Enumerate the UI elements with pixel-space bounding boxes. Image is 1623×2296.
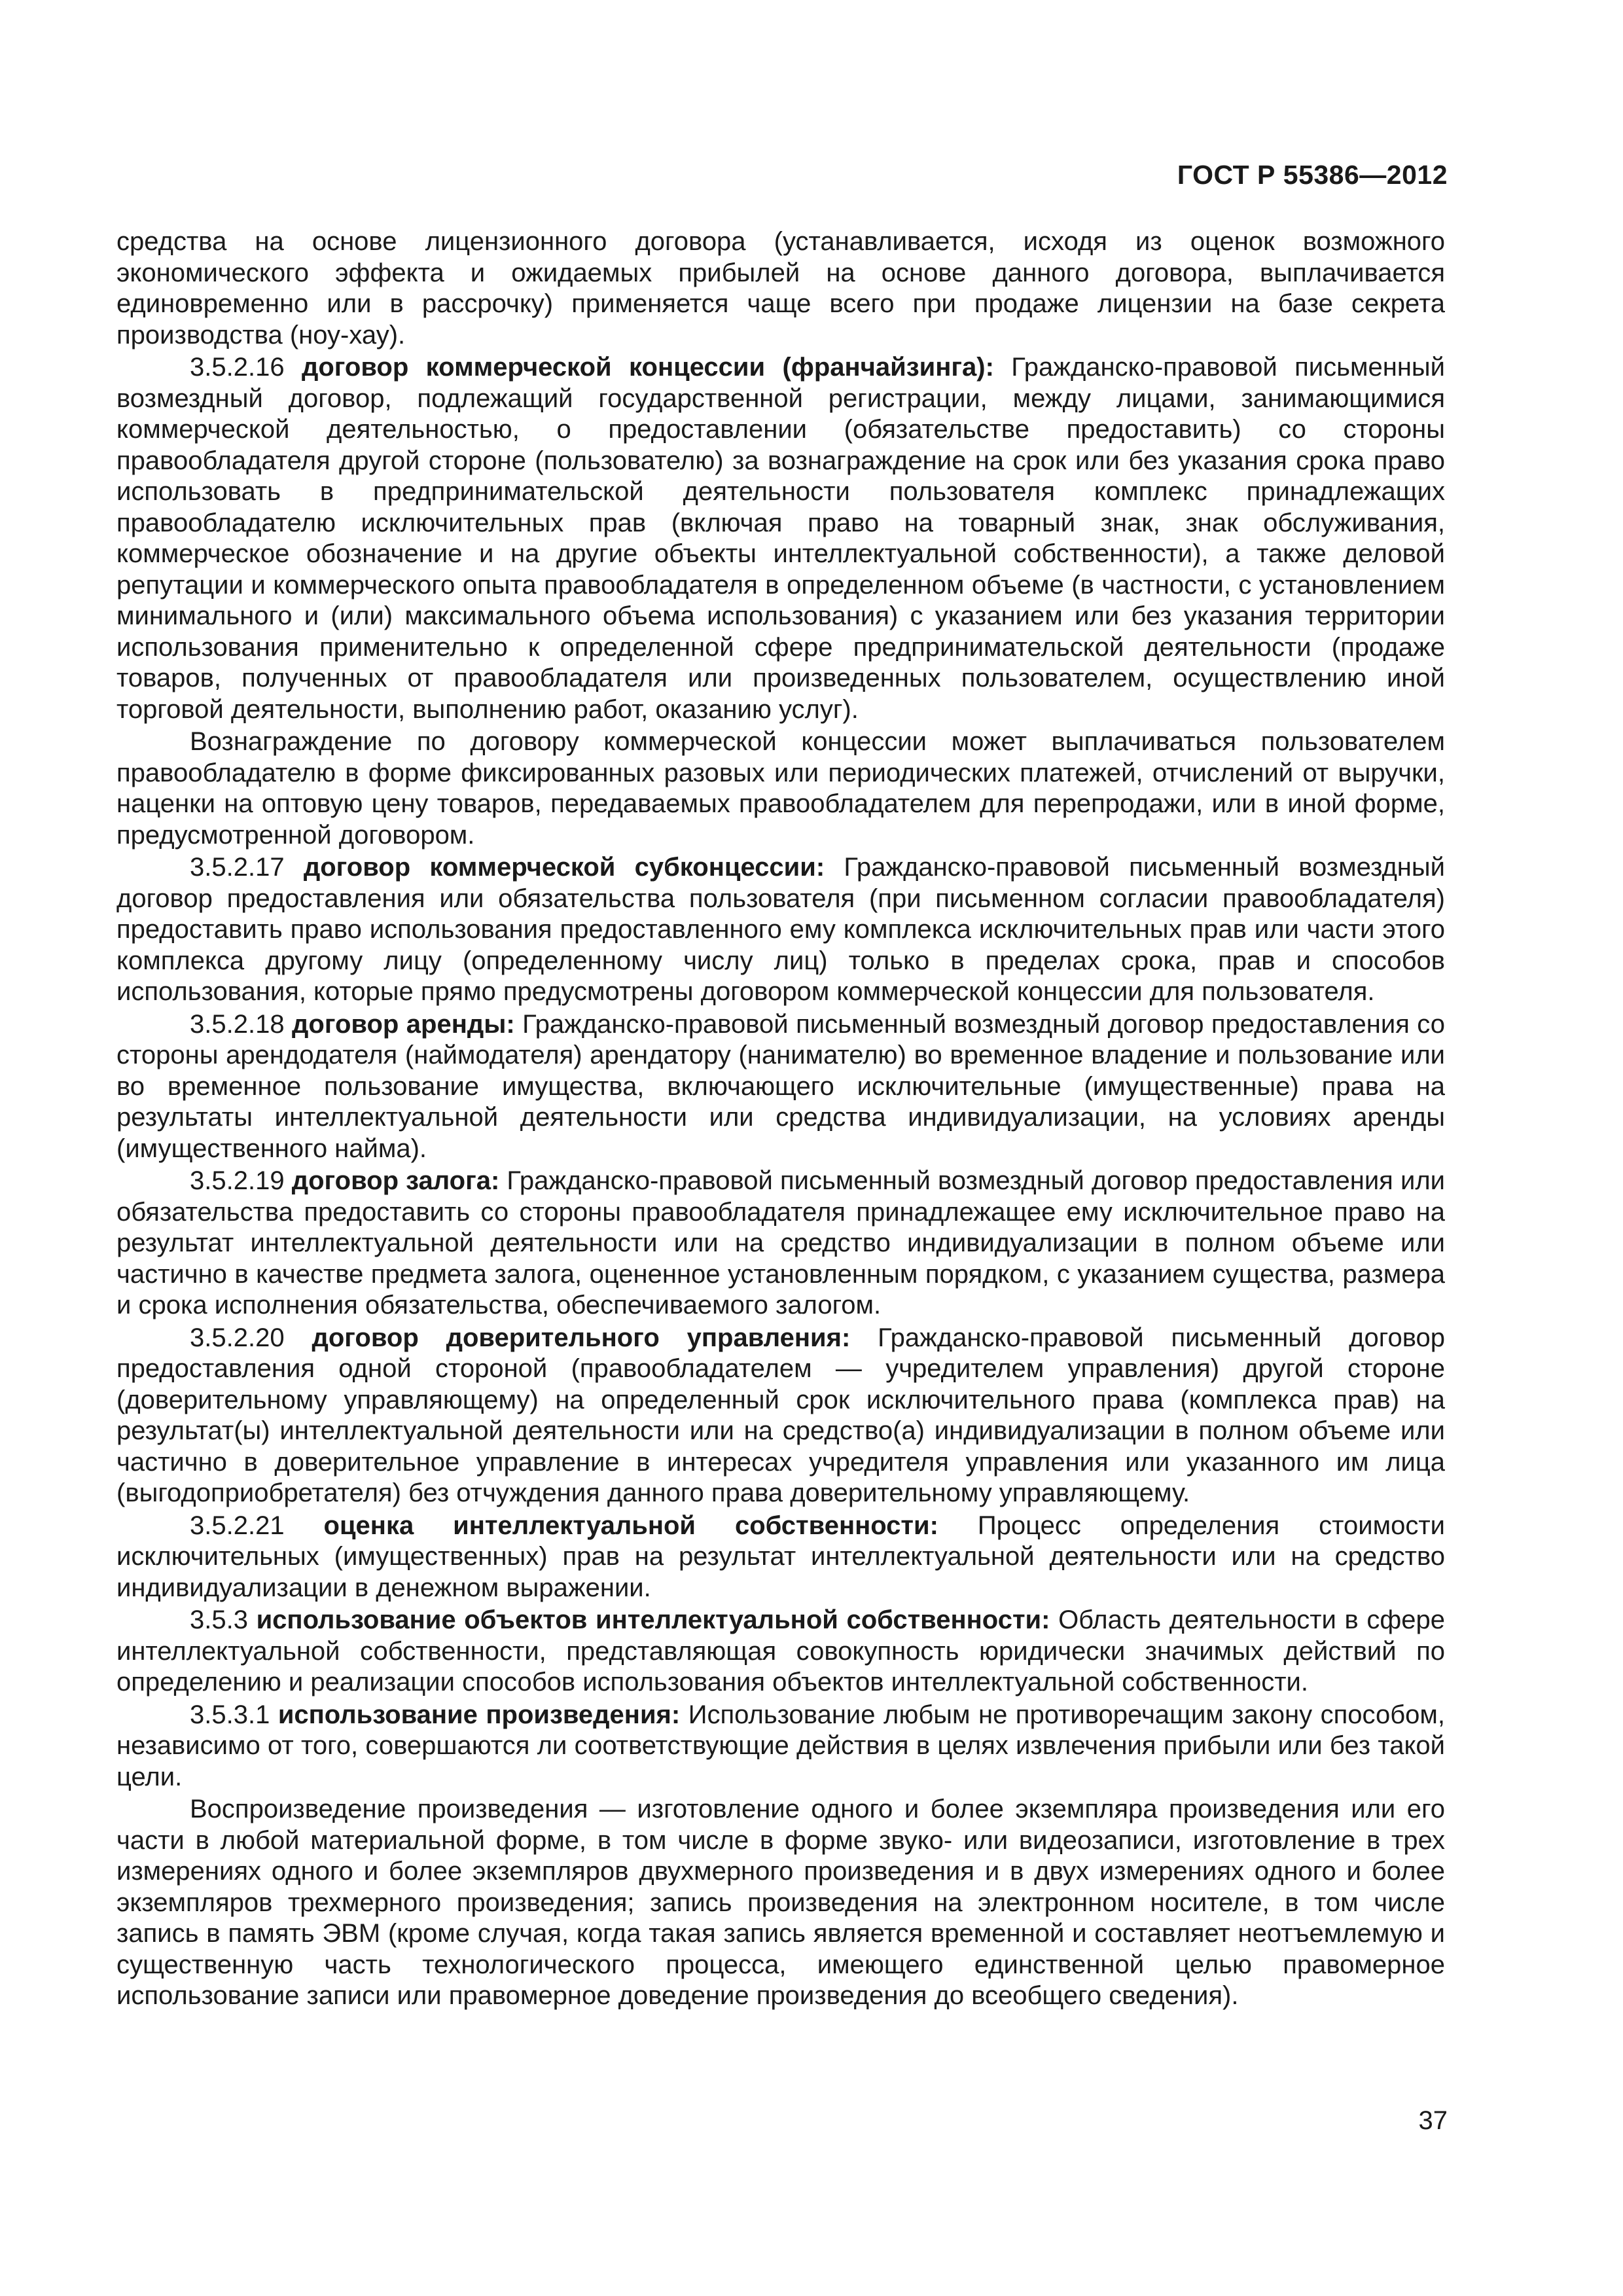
clause-number: 3.5.2.18: [190, 1009, 293, 1039]
page-number: 37: [1418, 2106, 1448, 2135]
clause-number: 3.5.2.20: [190, 1323, 312, 1352]
paragraph: [116, 1700, 1445, 1793]
clause-number: 3.5.2.21: [190, 1511, 324, 1540]
paragraph: [116, 1009, 1445, 1165]
clause-number: 3.5.2.19: [190, 1166, 292, 1195]
paragraph-text: Гражданско-правовой письменный договор предоставления одной стороной (правообладателем — учредителем управления) другой стороне (доверительному управляющему) на определенный срок исключительного права (комплекса прав) на результат(ы) интеллектуальной деятельности или на средство(а) индивидуализации в полном объеме или частично в доверительное управление в интересах учредителя управления или указанного им лица (выгодоприобретателя) без отчуждения данного права доверительному управляющему.: [116, 1323, 1446, 1507]
clause-number: 3.5.2.17: [190, 853, 304, 882]
paragraph: [116, 352, 1445, 725]
document-body: [116, 226, 1445, 2013]
paragraph-text: Гражданско-правовой письменный возмездный договор, подлежащий государственной регистрации, между лицами, занимающимися коммерческой деятельностью, о предоставлении (обязательстве предоставить) со стороны правообладателя другой стороне (пользователю) за вознаграждение на срок или без указания срока право использовать в предпринимательской деятельности пользователя комплекс принадлежащих правообладателю исключительных прав (включая право на товарный знак, знак обслуживания, коммерческое обозначение и на другие объекты интеллектуальной собственности), а также деловой репутации и коммерческого опыта правообладателя в определенном объеме (в частности, с установлением минимального и (или) максимального объема использования) с указанием или без указания территории использования применительно к определенной сфере предпринимательской деятельности (продаже товаров, полученных от правообладателя или произведенных пользователем, осуществлению иной торговой деятельности, выполнению работ, оказанию услуг).: [116, 353, 1445, 724]
paragraph-text: Область деятельности в сфере интеллектуальной собственности, представляющая совокупность юридически значимых действий по определению и реализации способов использования объектов интеллектуальной собственности.: [116, 1605, 1445, 1696]
paragraph: [116, 1794, 1445, 2012]
paragraph-text: Процесс определения стоимости исключительных (имущественных) прав на результат интеллектуальной деятельности или на средство индивидуализации в денежном выражении.: [116, 1511, 1446, 1602]
clause-number: 3.5.3.1: [190, 1700, 278, 1729]
defined-term: договор коммерческой концессии (франчайзинга):: [301, 353, 994, 382]
paragraph: [116, 1166, 1445, 1321]
defined-term: договор доверительного управления:: [312, 1323, 851, 1352]
paragraph-text: Воспроизведение произведения — изготовление одного и более экземпляра произведения или его части в любой материальной форме, в том числе в форме звуко- или видеозаписи, изготовление в трех измерениях одного и более экземпляров двухмерного произведения и в двух измерениях одного и более экземпляров трехмерного произведения; запись произведения на электронном носителе, в том числе запись в память ЭВМ (кроме случая, когда такая запись является временной и составляет неотъемлемую и существенную часть технологического процесса, имеющего единственной целью правомерное использование записи или правомерное доведение произведения до всеобщего сведения).: [116, 1795, 1445, 2010]
paragraph: [116, 852, 1445, 1008]
paragraph-text: Вознаграждение по договору коммерческой концессии может выплачиваться пользователем правообладателю в форме фиксированных разовых или периодических платежей, отчислений от выручки, наценки на оптовую цену товаров, передаваемых правообладателем для перепродажи, или в иной форме, предусмотренной договором.: [116, 727, 1445, 850]
paragraph-text: Гражданско-правовой письменный возмездный договор предоставления или обязательства пользователя (при письменном согласии правообладателя) предоставить право использования предоставленного ему комплекса исключительных прав или части этого комплекса другому лицу (определенному числу лиц) только в пределах срока, прав и способов использования, которые прямо предусмотрены договором коммерческой концессии для пользователя.: [116, 853, 1445, 1006]
paragraph: [116, 226, 1445, 351]
paragraph: [116, 1605, 1445, 1698]
paragraph: [116, 1323, 1445, 1509]
paragraph-text: средства на основе лицензионного договора (устанавливается, исходя из оценок возможного экономического эффекта и ожидаемых прибылей на основе данного договора, выплачивается единовременно или в рассрочку) применяется чаще всего при продаже лицензии на базе секрета производства (ноу-хау).: [116, 227, 1445, 350]
defined-term: оценка интеллектуальной собственности:: [323, 1511, 938, 1540]
paragraph-text: Гражданско-правовой письменный возмездный договор предоставления или обязательства предоставить со стороны правообладателя принадлежащее ему исключительное право на результат интеллектуальной деятельности или на средство индивидуализации в полном объеме или частично в качестве предмета залога, оцененное установленным порядком, с указанием существа, размера и срока исполнения обязательства, обеспечиваемого залогом.: [116, 1166, 1445, 1319]
paragraph-text: Использование любым не противоречащим закону способом, независимо от того, совершаются ли соответствующие действия в целях извлечения прибыли или без такой цели.: [116, 1700, 1445, 1791]
standard-header: ГОСТ Р 55386—2012: [1177, 160, 1448, 190]
paragraph-text: Гражданско-правовой письменный возмездный договор предоставления со стороны арендодателя (наймодателя) арендатору (нанимателю) во временное владение и пользование или во временное пользование имущества, включающего исключительные (имущественные) права на результаты интеллектуальной деятельности или средства индивидуализации, на условиях аренды (имущественного найма).: [116, 1009, 1445, 1163]
clause-number: 3.5.3: [190, 1605, 257, 1634]
defined-term: договор аренды:: [292, 1009, 515, 1039]
clause-number: 3.5.2.16: [190, 353, 302, 382]
defined-term: договор коммерческой субконцессии:: [303, 853, 825, 882]
paragraph: [116, 726, 1445, 851]
defined-term: использование объектов интеллектуальной собственности:: [256, 1605, 1050, 1634]
paragraph: [116, 1511, 1445, 1604]
defined-term: использование произведения:: [277, 1700, 681, 1729]
defined-term: договор залога:: [291, 1166, 500, 1195]
